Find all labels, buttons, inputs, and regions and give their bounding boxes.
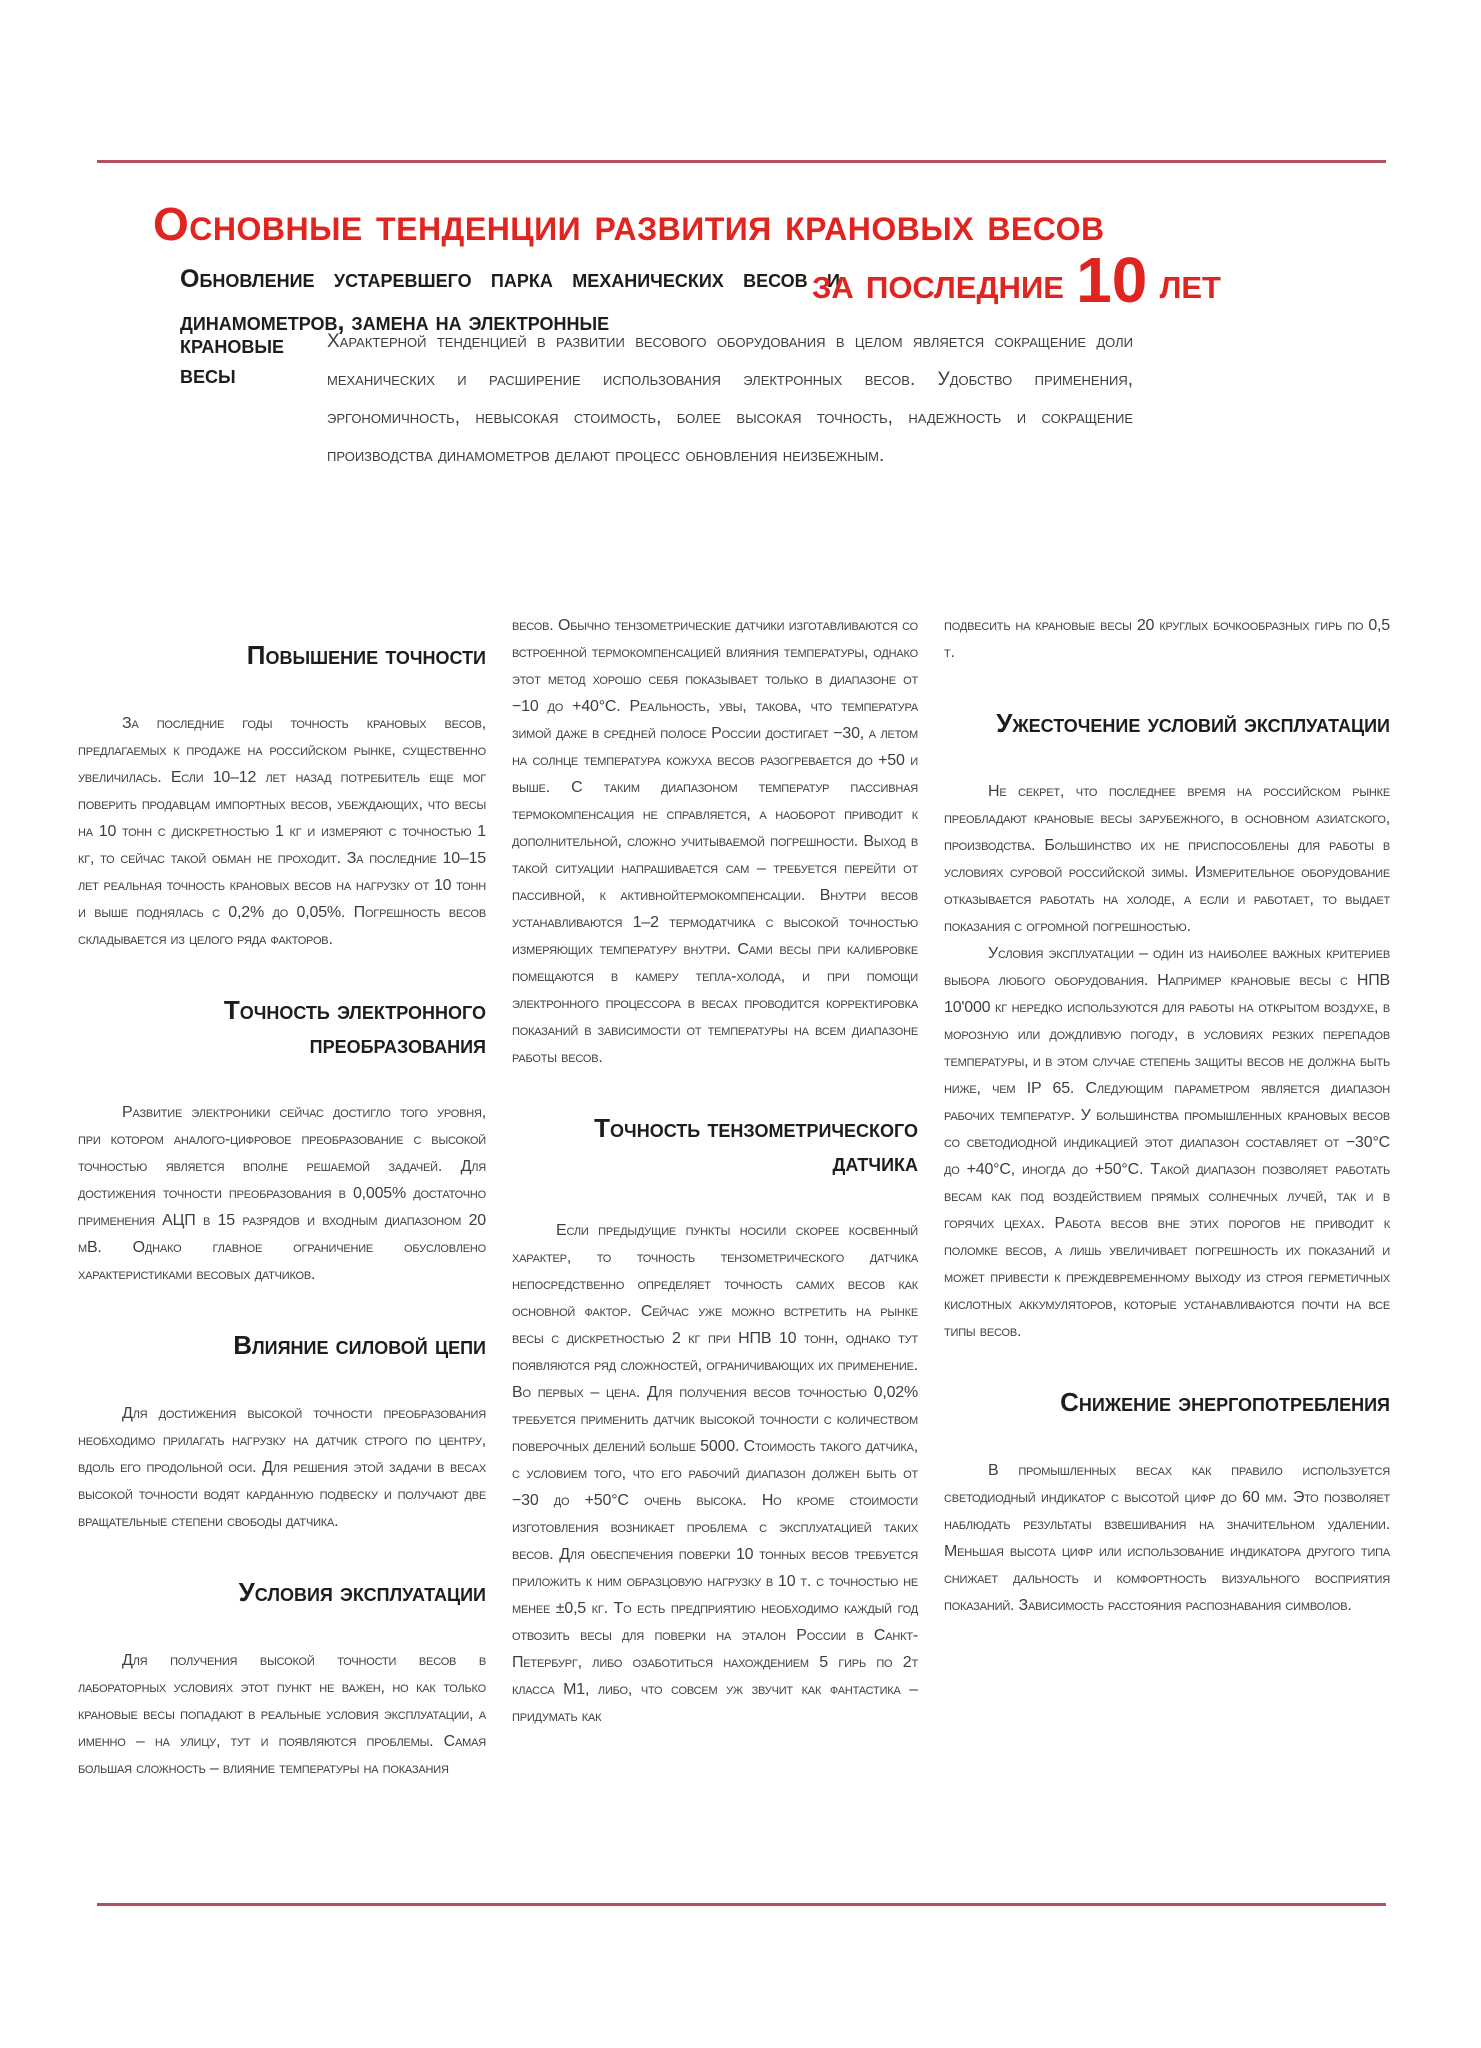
lead-paragraph: Характерной тенденцией в развитии весового оборудования в целом является сокращение доли механических и расширение использования электронных весов. Удобство применения, эргономичность, невысокая стоимость, более высокая точность, надежность и сокращение производства динамометров делают процесс обновления неизбежным.	[327, 331, 1133, 466]
paragraph-continued: подвесить на крановые весы 20 круглых бочкообразных гирь по 0,5 т.	[944, 617, 1390, 661]
article-title: Основные тенденции развития крановых весов	[153, 198, 1105, 250]
paragraph: Для получения высокой точности весов в лабораторных условиях этот пункт не важен, но как только крановые весы попадают в реальные условия эксплуатации, а именно – на улицу, тут и появляются проблемы. Самая большая сложность – влияние температуры на показания	[78, 1652, 486, 1777]
period-suffix: лет	[1159, 259, 1221, 308]
article-subtitle: Обновление устаревшего парка механических весов и динамометров, замена на электронные	[180, 265, 840, 336]
paragraph-continued: весов. Обычно тензометрические датчики изготавливаются со встроенной термокомпенсацией влияния температуры, однако этот метод хорошо себя показывает только в диапазоне от −10 до +40°С. Реальность, увы, такова, что температура зимой даже в средней полосе России достигает −30, а летом на солнце температура кожуха весов разогревается до +50 и выше. С таким диапазоном температур пассивная термокомпенсация не справляется, а наоборот приводит к дополнительной, сложно учитываемой погрешности. Выход в такой ситуации напрашивается сам – требуется перейти от пассивной, к активнойтермокомпенсации. Внутри весов устанавливаются 1–2 термодатчика с высокой точностью измеряющих температуру внутри. Сами весы при калибровке помещаются в камеру тепла-холода, и при помощи электронного процессора в весах проводится корректировка показаний в зависимости от температуры на всем диапазоне работы весов.	[512, 617, 918, 1066]
period-number: 10	[1076, 244, 1148, 316]
section-heading-load-cell-accuracy: Точность тензометрического датчика	[594, 1113, 918, 1177]
section-heading-power-consumption: Снижение энергопотребления	[1060, 1387, 1390, 1417]
section-heading-accuracy-increase: Повышение точности	[246, 640, 486, 670]
article-body-columns	[78, 612, 1390, 1782]
bottom-divider-rule	[97, 1903, 1386, 1906]
paragraph: За последние годы точность крановых весов, предлагаемых к продаже на российском рынке, существенно увеличилась. Если 10–12 лет назад потребитель еще мог поверить продавцам импортных весов, убеждающих, что весы на 10 тонн с дискретностью 1 кг и измеряют с точностью 1 кг, то сейчас такой обман не проходит. За последние 10–15 лет реальная точность крановых весов на нагрузку от 10 тонн и выше поднялась с 0,2% до 0,05%. Погрешность весов складывается из целого ряда факторов.	[78, 715, 486, 948]
column-3	[944, 612, 1390, 1782]
paragraph: Не секрет, что последнее время на российском рынке преобладают крановые весы зарубежного, в основном азиатского, производства. Большинство их не приспособлены для работы в условиях суровой российской зимы. Измерительное оборудование отказывается работать на холоде, а если и работает, то выдает показания с огромной погрешностью.	[944, 783, 1390, 935]
subtitle-period	[812, 244, 1282, 316]
paragraph: Развитие электроники сейчас достигло того уровня, при котором аналого-цифровое преобразование с высокой точностью является вполне решаемой задачей. Для достижения точности преобразования в 0,005% достаточно применения АЦП в 15 разрядов и входным диапазоном 20 мВ. Однако главное ограничение обусловлено характеристиками весовых датчиков.	[78, 1104, 486, 1283]
paragraph: Для достижения высокой точности преобразования необходимо прилагать нагрузку на датчик строго по центру, вдоль его продольной оси. Для решения этой задачи в весах высокой точности водят карданную подвеску и получают две вращательные степени свободы датчика.	[78, 1405, 486, 1530]
column-1	[78, 612, 486, 1782]
column-2	[512, 612, 918, 1782]
paragraph: Если предыдущие пункты носили скорее косвенный характер, то точность тензометрического датчика непосредственно определяет точность самих весов как основной фактор. Сейчас уже можно встретить на рынке весы с дискретностью 2 кг при НПВ 10 тонн, однако тут появляются ряд сложностей, ограничивающих их применение. Во первых – цена. Для получения весов точностью 0,02% требуется применить датчик высокой точности с количеством поверочных делений больше 5000. Стоимость такого датчика, с условием того, что его рабочий диапазон должен быть от −30 до +50°С очень высока. Но кроме стоимости изготовления возникает проблема с эксплуатацией таких весов. Для обеспечения поверки 10 тонных весов требуется приложить к ним образцовую нагрузку в 10 т. с точностью не менее ±0,5 кг. То есть предприятию необходимо каждый год отвозить весы для поверки на эталон России в Санкт-Петербург, либо озаботиться нахождением 5 гирь по 2т класса М1, либо, что совсем уж звучит как фантастика – придумать как	[512, 1222, 918, 1725]
section-heading-force-chain: Влияние силовой цепи	[233, 1330, 486, 1360]
section-heading-operating-conditions: Условия эксплуатации	[238, 1577, 486, 1607]
period-prefix: за последние	[812, 259, 1064, 308]
paragraph: Условия эксплуатации – один из наиболее важных критериев выбора любого оборудования. Например крановые весы с НПВ 10'000 кг нередко используются для работы на открытом воздухе, в морозную или дождливую погоду, в условиях резких перепадов температуры, и в этом случае степень защиты весов не должна быть ниже, чем IP 65. Следующим параметром является диапазон рабочих температур. У большинства промышленных крановых весов со светодиодной индикацией этот диапазон составляет от −30°С до +40°С, иногда до +50°С. Такой диапазон позволяет работать весам как под воздействием прямых солнечных лучей, так и в горячих цехах. Работа весов вне этих порогов не приводит к поломке весов, а лишь увеличивает погрешность их показаний и может привести к преждевременному выходу из строя герметичных кислотных аккумуляторов, которые устанавливаются почти на все типы весов.	[944, 945, 1390, 1340]
lead-label: крановые весы	[180, 331, 285, 389]
top-divider-rule	[97, 160, 1386, 163]
paragraph: В промышленных весах как правило используется светодиодный индикатор с высотой цифр до 60 мм. Это позволяет наблюдать результаты взвешивания на значительном удалении. Меньшая высота цифр или использование индикатора другого типа снижает дальность и комфортность визуального восприятия показаний. Зависимость расстояния распознавания символов.	[944, 1462, 1390, 1614]
section-heading-tougher-conditions: Ужесточение условий эксплуатации	[996, 708, 1390, 738]
section-heading-electronic-conversion: Точность электронного преобразования	[223, 995, 486, 1059]
